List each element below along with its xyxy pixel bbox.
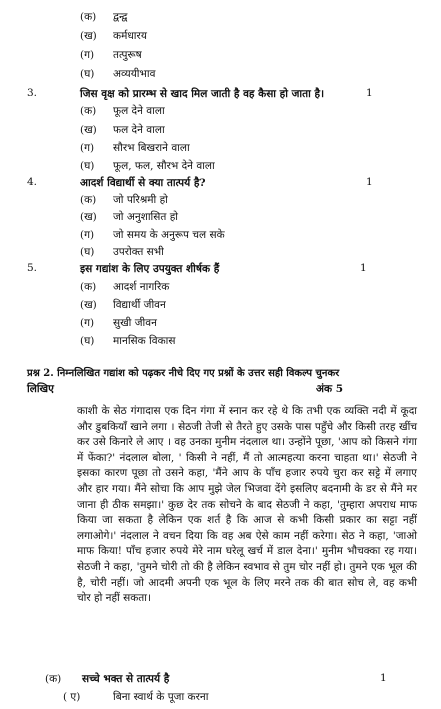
option-key: (घ)	[80, 68, 95, 80]
question-mark: 1	[366, 87, 373, 99]
option-text: तत्पुरूष	[113, 49, 142, 61]
option-text: सुखी जीवन	[113, 317, 157, 329]
option-text: बिना स्वार्थ के पूजा करना	[113, 691, 209, 703]
option-text: जो अनुशासित हो	[113, 211, 178, 223]
question-number: 3.	[27, 87, 38, 99]
option-key: (ग)	[80, 49, 95, 61]
passage: काशी के सेठ गंगादास एक दिन गंगा में स्नान कर रहे थे कि तभी एक व्यक्ति नदी में कूदा और डुबकियाँ खाने लगा । सेठजी तेजी से तैरते हुए उसके पास पहुँचे और किसी तरह खींच कर उसे किनारे ले आए । वह उनका मुनीम नंदलाल था। उन्होंने पूछा, 'आप को किसने गंगा में फेंका?' नंदलाल बोला, ' किसी ने नहीं, मैं तो आत्महत्या करना चाहता था।' सेठजी ने इसका कारण पूछा तो उसने कहा, 'मैंने आप के पाँच हजार रुपये चुरा कर सट्टे में लगाए और हार गया। मैंने सोचा कि आप मुझे जेल भिजवा देंगे इसलिए बदनामी के डर से मैंने मर जाना ही ठीक समझा।' कुछ देर तक सोचने के बाद सेठजी ने कहा, 'तुम्हारा अपराध माफ किया जा सकता है लेकिन एक शर्त है कि आज से कभी किसी प्रकार का सट्टा नहीं लगाओगे।' नंदलाल ने वचन दिया कि वह अब ऐसे काम नहीं करेगा। सेठ ने कहा, 'जाओ माफ किया! पाँच हजार रुपये मेरे नाम घरेलू खर्च में डाल देना।' मुनीम भौचक्का रह गया। सेठजी ने कहा, 'तुमने चोरी तो की है लेकिन स्वभाव से तुम चोर नहीं हो। तुमने एक भूल की है, चोरी नहीं। जो आदमी अपनी एक भूल के लिए मरने तक की बात सोच ले, वह कभी चोर हो नहीं सकता।	[77, 405, 417, 605]
option-text: अव्ययीभाव	[113, 68, 156, 80]
option-key: (ग)	[80, 142, 95, 154]
option-text: विद्यार्थी जीवन	[113, 299, 166, 311]
section-heading: प्रश्न 2. निम्नलिखित गद्यांश को पढ़कर नीचे दिए गए प्रश्नों के उत्तर सही विकल्प चुनकर	[27, 368, 340, 379]
question-mark: 1	[380, 672, 387, 684]
option-text: फूल, फल, सौरभ देने वाला	[113, 160, 215, 172]
question-text: इस गद्यांश के लिए उपयुक्त शीर्षक हैं	[80, 263, 220, 275]
option-key: (क)	[80, 11, 97, 23]
option-key: (घ)	[80, 246, 95, 258]
option-text: मानसिक विकास	[113, 335, 176, 347]
question-number: (क)	[45, 673, 62, 685]
option-key: (ख)	[80, 124, 97, 136]
question-mark: 1	[366, 176, 373, 188]
option-text: उपरोक्त सभी	[113, 246, 164, 258]
option-text: आदर्श नागरिक	[113, 281, 170, 293]
question-mark: 1	[360, 262, 367, 274]
question-text: जिस वृक्ष को प्रारम्भ से खाद मिल जाती है वह कैसा हो जाता है।	[80, 88, 325, 100]
option-key: (क)	[80, 105, 97, 117]
question-text: आदर्श विद्यार्थी से क्या तात्पर्य है?	[80, 177, 206, 189]
option-key: (क)	[80, 194, 97, 206]
option-key: (ख)	[80, 299, 97, 311]
option-key: (ख)	[80, 30, 97, 42]
section-heading-cont: लिखिए	[27, 383, 54, 395]
section-marks: अंक 5	[316, 383, 344, 395]
option-key: (क)	[80, 281, 97, 293]
option-text: फल देने वाला	[113, 124, 165, 136]
option-key: (ग)	[80, 317, 95, 329]
option-key: (घ)	[80, 335, 95, 347]
option-text: कर्मधारय	[113, 30, 147, 42]
option-key: ( ए)	[63, 691, 81, 703]
option-text: जो समय के अनुरूप चल सके	[113, 229, 225, 241]
option-key: (ख)	[80, 211, 97, 223]
option-text: फूल देने वाला	[113, 105, 165, 117]
option-key: (घ)	[80, 160, 95, 172]
question-text: सच्चे भक्त से तात्पर्य है	[82, 673, 170, 685]
question-number: 5.	[27, 262, 38, 274]
option-text: सौरभ बिखराने वाला	[113, 142, 190, 154]
option-text: द्वन्द्व	[113, 11, 128, 23]
option-key: (ग)	[80, 229, 95, 241]
option-text: जो परिश्रमी हो	[113, 194, 168, 206]
question-number: 4.	[27, 176, 38, 188]
